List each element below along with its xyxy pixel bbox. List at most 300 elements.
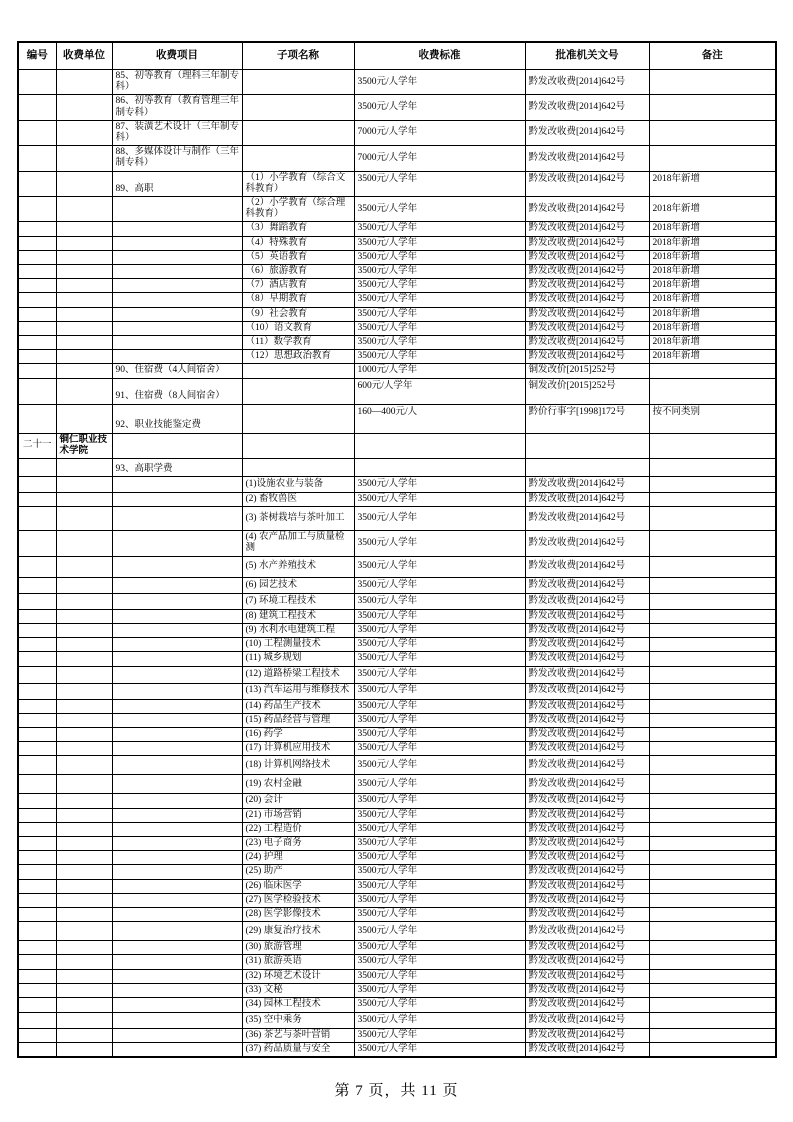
cell-unit	[56, 120, 112, 145]
cell-fee: 3500元/人学年	[354, 95, 525, 120]
cell-note	[649, 879, 776, 893]
cell-fee	[354, 433, 525, 458]
header-unit: 收费单位	[56, 42, 112, 70]
cell-note	[649, 556, 776, 577]
cell-item	[112, 265, 242, 279]
cell-sub: (26) 临床医学	[242, 879, 354, 893]
cell-item	[112, 794, 242, 808]
table-row	[18, 907, 776, 921]
cell-fee: 3500元/人学年	[354, 171, 525, 196]
cell-sub: (18) 计算机网络技术	[242, 756, 354, 775]
cell-unit	[56, 941, 112, 955]
cell-note: 2018年新增	[649, 250, 776, 264]
cell-fee: 3500元/人学年	[354, 336, 525, 350]
cell-fee: 3500元/人学年	[354, 683, 525, 699]
cell-no	[18, 822, 56, 836]
cell-item	[112, 997, 242, 1012]
fee-table	[17, 41, 777, 1058]
table-row	[18, 1043, 776, 1058]
cell-doc	[525, 459, 649, 477]
cell-sub: (12) 道路桥梁工程技术	[242, 666, 354, 683]
cell-item	[112, 236, 242, 250]
table-row	[18, 593, 776, 609]
cell-sub: （7）酒店教育	[242, 279, 354, 293]
cell-item	[112, 907, 242, 921]
cell-item	[112, 507, 242, 531]
cell-no	[18, 969, 56, 983]
cell-unit	[56, 459, 112, 477]
cell-sub: (36) 茶艺与茶叶营销	[242, 1028, 354, 1042]
cell-unit	[56, 222, 112, 236]
cell-sub: (10) 工程测量技术	[242, 638, 354, 652]
cell-fee: 3500元/人学年	[354, 742, 525, 756]
cell-item	[112, 1028, 242, 1042]
cell-doc: 黔发改收费[2014]642号	[525, 171, 649, 196]
cell-doc: 黔发改收费[2014]642号	[525, 699, 649, 713]
cell-unit	[56, 922, 112, 941]
cell-unit	[56, 713, 112, 727]
cell-no	[18, 941, 56, 955]
cell-unit	[56, 638, 112, 652]
cell-item: 89、高职	[112, 171, 242, 196]
cell-sub: (19) 农村金融	[242, 775, 354, 794]
cell-doc: 黔发改收费[2014]642号	[525, 836, 649, 850]
cell-sub: (2) 畜牧兽医	[242, 493, 354, 507]
cell-item	[112, 1043, 242, 1058]
cell-fee: 3500元/人学年	[354, 794, 525, 808]
cell-sub: (21) 市场营销	[242, 808, 354, 822]
cell-unit	[56, 70, 112, 95]
cell-sub: （11）数学教育	[242, 336, 354, 350]
cell-doc: 黔发改收费[2014]642号	[525, 983, 649, 997]
cell-doc: 黔发改收费[2014]642号	[525, 1012, 649, 1028]
cell-no	[18, 120, 56, 145]
table-row	[18, 265, 776, 279]
cell-fee: 3500元/人学年	[354, 851, 525, 865]
cell-doc: 黔发改收费[2014]642号	[525, 893, 649, 907]
table-row	[18, 477, 776, 493]
cell-doc: 黔发改收费[2014]642号	[525, 969, 649, 983]
cell-unit	[56, 865, 112, 879]
cell-item: 92、职业技能鉴定费	[112, 404, 242, 433]
cell-fee: 3500元/人学年	[354, 577, 525, 593]
cell-note	[649, 1012, 776, 1028]
cell-no	[18, 556, 56, 577]
cell-item	[112, 493, 242, 507]
cell-note	[649, 477, 776, 493]
cell-sub: (16) 药学	[242, 727, 354, 741]
cell-doc: 黔发改收费[2014]642号	[525, 577, 649, 593]
table-row	[18, 623, 776, 637]
cell-doc: 黔发改收费[2014]642号	[525, 609, 649, 623]
cell-fee: 3500元/人学年	[354, 1043, 525, 1058]
cell-fee: 3500元/人学年	[354, 593, 525, 609]
cell-fee: 3500元/人学年	[354, 893, 525, 907]
cell-no	[18, 493, 56, 507]
cell-no	[18, 293, 56, 307]
cell-fee: 3500元/人学年	[354, 822, 525, 836]
cell-item	[112, 350, 242, 364]
cell-doc: 黔发改收费[2014]642号	[525, 293, 649, 307]
cell-note	[649, 638, 776, 652]
cell-note: 2018年新增	[649, 236, 776, 250]
cell-fee: 3500元/人学年	[354, 941, 525, 955]
table-row	[18, 609, 776, 623]
cell-sub: (22) 工程造价	[242, 822, 354, 836]
fee-table-body	[18, 70, 776, 1058]
cell-doc: 黔发改收费[2014]642号	[525, 197, 649, 222]
cell-item	[112, 922, 242, 941]
cell-item	[112, 808, 242, 822]
cell-no	[18, 666, 56, 683]
cell-fee: 7000元/人学年	[354, 120, 525, 145]
cell-item: 90、住宿费（4人间宿舍）	[112, 364, 242, 378]
cell-no	[18, 652, 56, 666]
table-row	[18, 941, 776, 955]
cell-fee: 3500元/人学年	[354, 477, 525, 493]
cell-no	[18, 250, 56, 264]
cell-fee: 3500元/人学年	[354, 775, 525, 794]
cell-no	[18, 279, 56, 293]
cell-sub: （3）舞蹈教育	[242, 222, 354, 236]
cell-note	[649, 364, 776, 378]
cell-no	[18, 609, 56, 623]
cell-no	[18, 95, 56, 120]
header-row	[18, 42, 776, 70]
cell-no	[18, 713, 56, 727]
cell-doc: 黔发改收费[2014]642号	[525, 822, 649, 836]
cell-note	[649, 822, 776, 836]
cell-item	[112, 197, 242, 222]
table-row	[18, 808, 776, 822]
cell-doc: 黔发改收费[2014]642号	[525, 851, 649, 865]
cell-fee	[354, 459, 525, 477]
cell-sub: （6）旅游教育	[242, 265, 354, 279]
cell-note	[649, 893, 776, 907]
cell-note: 2018年新增	[649, 350, 776, 364]
cell-sub: (14) 药品生产技术	[242, 699, 354, 713]
cell-fee: 3500元/人学年	[354, 907, 525, 921]
cell-doc: 黔发改收费[2014]642号	[525, 683, 649, 699]
cell-note	[649, 727, 776, 741]
cell-sub: (29) 康复治疗技术	[242, 922, 354, 941]
cell-item	[112, 531, 242, 556]
cell-fee: 3500元/人学年	[354, 197, 525, 222]
cell-sub: (1)设施农业与装备	[242, 477, 354, 493]
cell-item	[112, 593, 242, 609]
cell-sub: (30) 旅游管理	[242, 941, 354, 955]
cell-no	[18, 70, 56, 95]
cell-sub	[242, 120, 354, 145]
cell-fee: 160—400元/人	[354, 404, 525, 433]
cell-unit	[56, 822, 112, 836]
cell-no	[18, 350, 56, 364]
cell-fee: 3500元/人学年	[354, 531, 525, 556]
cell-fee: 3500元/人学年	[354, 836, 525, 850]
cell-item	[112, 851, 242, 865]
cell-note	[649, 941, 776, 955]
header-item: 收费项目	[112, 42, 242, 70]
cell-note	[649, 742, 776, 756]
cell-fee: 3500元/人学年	[354, 279, 525, 293]
cell-fee: 3500元/人学年	[354, 652, 525, 666]
cell-doc: 黔发改收费[2014]642号	[525, 713, 649, 727]
cell-note	[649, 1043, 776, 1058]
cell-item	[112, 699, 242, 713]
cell-note	[649, 378, 776, 404]
cell-item	[112, 279, 242, 293]
cell-doc: 黔发改收费[2014]642号	[525, 279, 649, 293]
cell-note	[649, 652, 776, 666]
cell-item	[112, 941, 242, 955]
table-row	[18, 997, 776, 1012]
cell-fee: 3500元/人学年	[354, 307, 525, 321]
cell-no	[18, 321, 56, 335]
cell-no	[18, 459, 56, 477]
cell-doc: 黔发改收费[2014]642号	[525, 775, 649, 794]
cell-sub: (28) 医学影像技术	[242, 907, 354, 921]
fee-table-head	[18, 42, 776, 70]
cell-fee: 3500元/人学年	[354, 1028, 525, 1042]
cell-fee: 3500元/人学年	[354, 236, 525, 250]
cell-unit	[56, 623, 112, 637]
cell-item	[112, 433, 242, 458]
header-no: 编号	[18, 42, 56, 70]
cell-no	[18, 879, 56, 893]
cell-fee: 3500元/人学年	[354, 922, 525, 941]
cell-fee: 3500元/人学年	[354, 293, 525, 307]
cell-no	[18, 307, 56, 321]
cell-doc: 黔发改收费[2014]642号	[525, 236, 649, 250]
cell-doc: 黔发改收费[2014]642号	[525, 321, 649, 335]
cell-unit	[56, 699, 112, 713]
cell-no	[18, 727, 56, 741]
cell-unit	[56, 836, 112, 850]
cell-fee: 3500元/人学年	[354, 997, 525, 1012]
cell-no	[18, 364, 56, 378]
cell-no	[18, 794, 56, 808]
cell-no	[18, 983, 56, 997]
cell-sub	[242, 146, 354, 171]
table-row	[18, 293, 776, 307]
table-row	[18, 836, 776, 850]
cell-doc: 黔发改收费[2014]642号	[525, 666, 649, 683]
table-row	[18, 865, 776, 879]
cell-unit	[56, 1028, 112, 1042]
cell-no: 二十一	[18, 433, 56, 458]
table-row	[18, 459, 776, 477]
cell-unit	[56, 146, 112, 171]
table-row	[18, 699, 776, 713]
cell-note	[649, 120, 776, 145]
cell-sub: （9）社会教育	[242, 307, 354, 321]
table-row	[18, 95, 776, 120]
cell-sub: （10）语文教育	[242, 321, 354, 335]
cell-fee: 3500元/人学年	[354, 250, 525, 264]
cell-no	[18, 808, 56, 822]
cell-note	[649, 775, 776, 794]
cell-item: 86、初等教育（教育管理三年制专科）	[112, 95, 242, 120]
cell-no	[18, 851, 56, 865]
cell-fee: 3500元/人学年	[354, 666, 525, 683]
header-doc: 批准机关文号	[525, 42, 649, 70]
table-row	[18, 70, 776, 95]
cell-unit	[56, 683, 112, 699]
cell-doc: 黔发改收费[2014]642号	[525, 638, 649, 652]
cell-doc: 黔发改收费[2014]642号	[525, 593, 649, 609]
cell-sub: (3) 茶树栽培与茶叶加工	[242, 507, 354, 531]
cell-no	[18, 1028, 56, 1042]
cell-doc: 黔发改收费[2014]642号	[525, 307, 649, 321]
cell-note: 2018年新增	[649, 197, 776, 222]
cell-sub	[242, 95, 354, 120]
cell-no	[18, 507, 56, 531]
cell-item	[112, 683, 242, 699]
cell-no	[18, 893, 56, 907]
cell-fee: 3500元/人学年	[354, 350, 525, 364]
cell-sub: （4）特殊教育	[242, 236, 354, 250]
table-row	[18, 531, 776, 556]
table-row	[18, 879, 776, 893]
cell-note: 2018年新增	[649, 307, 776, 321]
cell-fee: 3500元/人学年	[354, 699, 525, 713]
cell-doc: 黔发改收费[2014]642号	[525, 907, 649, 921]
table-row	[18, 250, 776, 264]
cell-sub: (33) 文秘	[242, 983, 354, 997]
cell-sub: （5）英语教育	[242, 250, 354, 264]
cell-item	[112, 742, 242, 756]
cell-unit	[56, 293, 112, 307]
cell-sub: （8）早期教育	[242, 293, 354, 307]
cell-note	[649, 713, 776, 727]
cell-sub: (25) 助产	[242, 865, 354, 879]
cell-unit	[56, 666, 112, 683]
cell-note	[649, 507, 776, 531]
cell-no	[18, 146, 56, 171]
cell-item: 91、住宿费（8人间宿舍）	[112, 378, 242, 404]
cell-no	[18, 171, 56, 196]
cell-fee: 3500元/人学年	[354, 623, 525, 637]
cell-note	[649, 593, 776, 609]
cell-sub	[242, 404, 354, 433]
cell-fee: 3500元/人学年	[354, 321, 525, 335]
cell-doc: 黔发改收费[2014]642号	[525, 350, 649, 364]
cell-note: 2018年新增	[649, 222, 776, 236]
table-row	[18, 775, 776, 794]
table-row	[18, 378, 776, 404]
table-row	[18, 321, 776, 335]
cell-sub: (13) 汽车运用与维修技术	[242, 683, 354, 699]
table-row	[18, 279, 776, 293]
cell-sub	[242, 433, 354, 458]
cell-item	[112, 955, 242, 969]
table-row	[18, 969, 776, 983]
cell-no	[18, 378, 56, 404]
cell-doc: 黔发改收费[2014]642号	[525, 95, 649, 120]
cell-sub: (32) 环境艺术设计	[242, 969, 354, 983]
cell-unit	[56, 851, 112, 865]
cell-unit	[56, 336, 112, 350]
cell-fee: 1000元/人学年	[354, 364, 525, 378]
cell-item	[112, 713, 242, 727]
cell-no	[18, 477, 56, 493]
cell-no	[18, 197, 56, 222]
cell-note: 2018年新增	[649, 279, 776, 293]
table-row	[18, 197, 776, 222]
cell-no	[18, 236, 56, 250]
cell-doc: 黔发改收费[2014]642号	[525, 922, 649, 941]
table-row	[18, 336, 776, 350]
cell-unit	[56, 477, 112, 493]
cell-unit	[56, 556, 112, 577]
cell-note	[649, 851, 776, 865]
cell-sub: (34) 园林工程技术	[242, 997, 354, 1012]
table-row	[18, 146, 776, 171]
cell-item	[112, 623, 242, 637]
cell-item	[112, 1012, 242, 1028]
cell-no	[18, 683, 56, 699]
cell-unit	[56, 955, 112, 969]
cell-note: 按不同类别	[649, 404, 776, 433]
cell-fee: 7000元/人学年	[354, 146, 525, 171]
cell-item: 85、初等教育（理科三年制专科）	[112, 70, 242, 95]
cell-item	[112, 336, 242, 350]
cell-unit	[56, 95, 112, 120]
cell-doc: 黔发改收费[2014]642号	[525, 120, 649, 145]
cell-doc: 黔价行事字[1998]172号	[525, 404, 649, 433]
cell-note	[649, 699, 776, 713]
cell-sub	[242, 364, 354, 378]
table-row	[18, 236, 776, 250]
cell-sub: (31) 旅游英语	[242, 955, 354, 969]
cell-no	[18, 907, 56, 921]
cell-sub	[242, 459, 354, 477]
cell-fee: 3500元/人学年	[354, 808, 525, 822]
cell-unit	[56, 907, 112, 921]
cell-note	[649, 493, 776, 507]
table-row	[18, 404, 776, 433]
cell-sub: （12）思想政治教育	[242, 350, 354, 364]
cell-unit	[56, 321, 112, 335]
cell-no	[18, 638, 56, 652]
cell-no	[18, 955, 56, 969]
table-row	[18, 171, 776, 196]
cell-unit	[56, 265, 112, 279]
cell-no	[18, 699, 56, 713]
cell-note: 2018年新增	[649, 321, 776, 335]
cell-item	[112, 293, 242, 307]
cell-note	[649, 808, 776, 822]
cell-unit	[56, 1043, 112, 1058]
cell-doc: 铜发改价[2015]252号	[525, 364, 649, 378]
cell-doc: 黔发改收费[2014]642号	[525, 250, 649, 264]
header-fee: 收费标准	[354, 42, 525, 70]
cell-sub: （1）小学教育（综合文科教育）	[242, 171, 354, 196]
cell-doc: 黔发改收费[2014]642号	[525, 879, 649, 893]
cell-item	[112, 969, 242, 983]
cell-unit	[56, 577, 112, 593]
cell-unit	[56, 364, 112, 378]
cell-note	[649, 756, 776, 775]
table-row	[18, 756, 776, 775]
cell-unit	[56, 593, 112, 609]
cell-sub: (35) 空中乘务	[242, 1012, 354, 1028]
table-row	[18, 955, 776, 969]
cell-no	[18, 836, 56, 850]
table-row	[18, 507, 776, 531]
cell-doc: 黔发改收费[2014]642号	[525, 265, 649, 279]
cell-unit	[56, 250, 112, 264]
